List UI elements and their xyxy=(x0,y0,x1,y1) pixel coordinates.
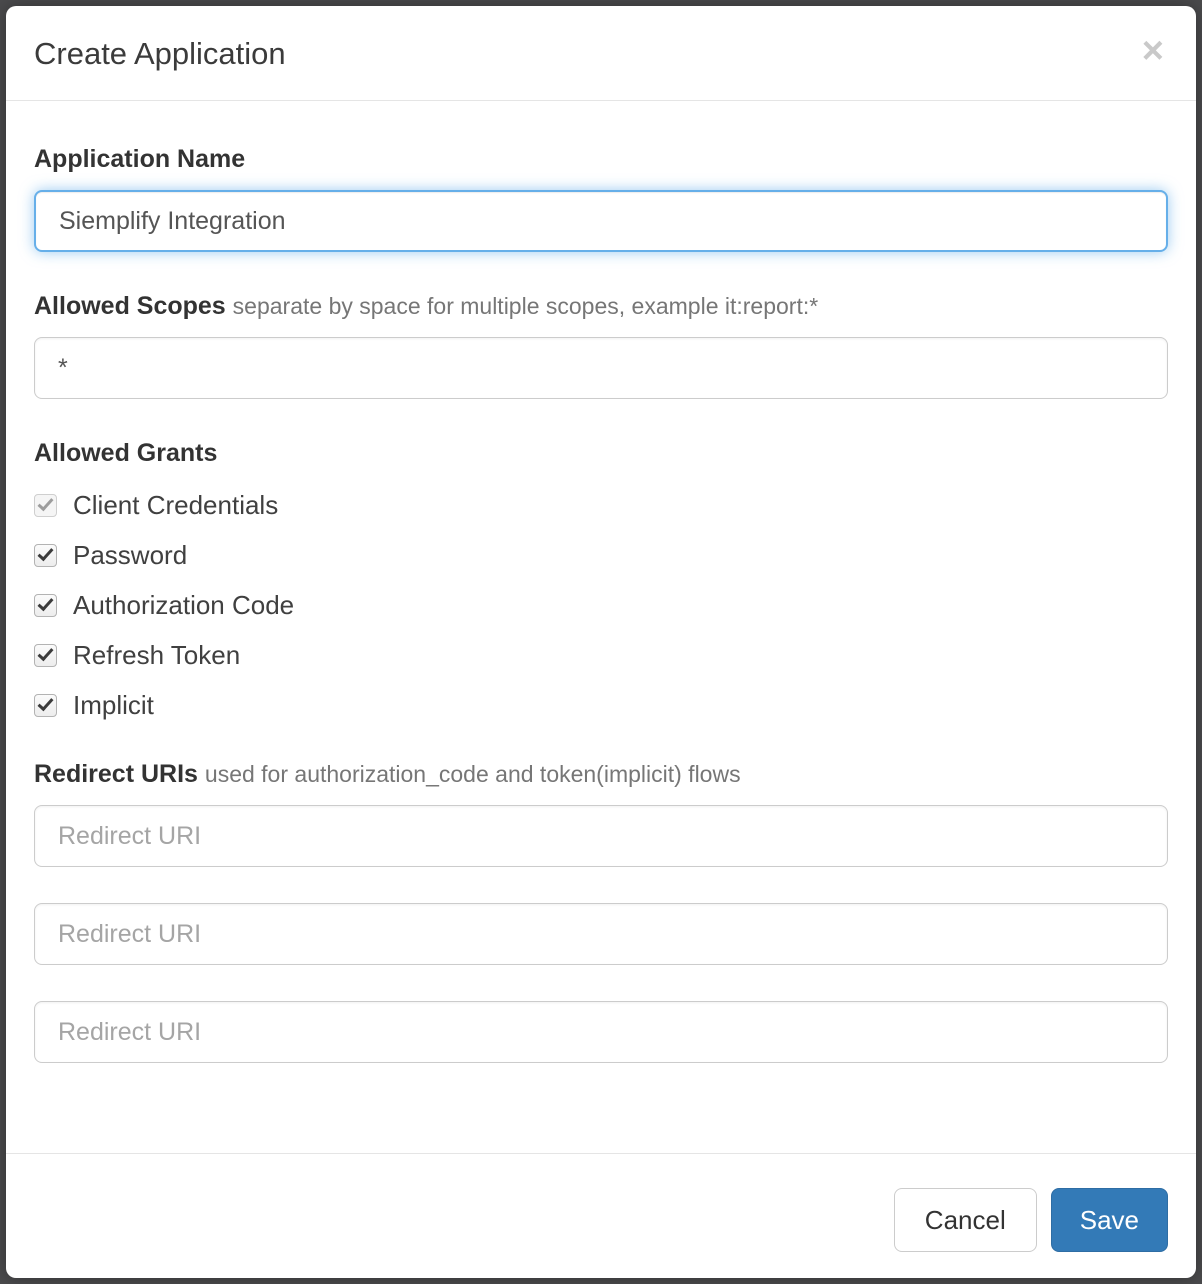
checkbox-refresh-token[interactable] xyxy=(34,644,57,667)
close-icon[interactable]: × xyxy=(1138,34,1168,68)
redirect-uris-label xyxy=(34,758,1168,791)
check-icon xyxy=(38,494,54,511)
grant-label-password: Password xyxy=(73,540,188,570)
grant-row-client-credentials xyxy=(34,490,1168,520)
allowed-scopes-label-text: Allowed Scopes xyxy=(34,292,226,320)
application-name-input[interactable] xyxy=(34,190,1168,252)
check-icon xyxy=(38,644,54,661)
checkbox-client-credentials xyxy=(34,494,57,517)
modal-footer xyxy=(6,1153,1196,1278)
create-application-modal xyxy=(6,6,1196,1278)
grant-row-implicit xyxy=(34,690,1168,720)
redirect-uri-input-3[interactable] xyxy=(34,1001,1168,1063)
modal-header xyxy=(6,6,1196,101)
redirect-uris-group xyxy=(34,758,1168,1063)
redirect-uri-input-1[interactable] xyxy=(34,805,1168,867)
application-name-group xyxy=(34,143,1168,252)
allowed-scopes-group xyxy=(34,290,1168,399)
grant-label-implicit: Implicit xyxy=(73,690,154,720)
allowed-grants-label: Allowed Grants xyxy=(34,439,218,467)
application-name-label: Application Name xyxy=(34,145,246,173)
modal-title: Create Application xyxy=(34,36,286,71)
allowed-scopes-input[interactable] xyxy=(34,337,1168,399)
modal-body xyxy=(6,101,1196,1099)
check-icon xyxy=(38,594,54,611)
allowed-scopes-hint: separate by space for multiple scopes, example it:report:* xyxy=(232,293,819,319)
allowed-scopes-label xyxy=(34,290,1168,323)
check-icon xyxy=(38,544,54,561)
checkbox-implicit[interactable] xyxy=(34,694,57,717)
allowed-grants-group xyxy=(34,437,1168,720)
grant-row-refresh-token xyxy=(34,640,1168,670)
grant-row-password xyxy=(34,540,1168,570)
grant-row-authorization-code xyxy=(34,590,1168,620)
checkbox-authorization-code[interactable] xyxy=(34,594,57,617)
save-button[interactable]: Save xyxy=(1051,1188,1168,1252)
grant-label-refresh-token: Refresh Token xyxy=(73,640,241,670)
cancel-button[interactable]: Cancel xyxy=(894,1188,1037,1252)
grant-label-client-credentials: Client Credentials xyxy=(73,490,279,520)
checkbox-password[interactable] xyxy=(34,544,57,567)
redirect-uri-input-2[interactable] xyxy=(34,903,1168,965)
check-icon xyxy=(38,694,54,711)
redirect-uris-hint: used for authorization_code and token(implicit) flows xyxy=(204,761,741,787)
grant-label-authorization-code: Authorization Code xyxy=(73,590,295,620)
redirect-uris-label-text: Redirect URIs xyxy=(34,760,198,788)
